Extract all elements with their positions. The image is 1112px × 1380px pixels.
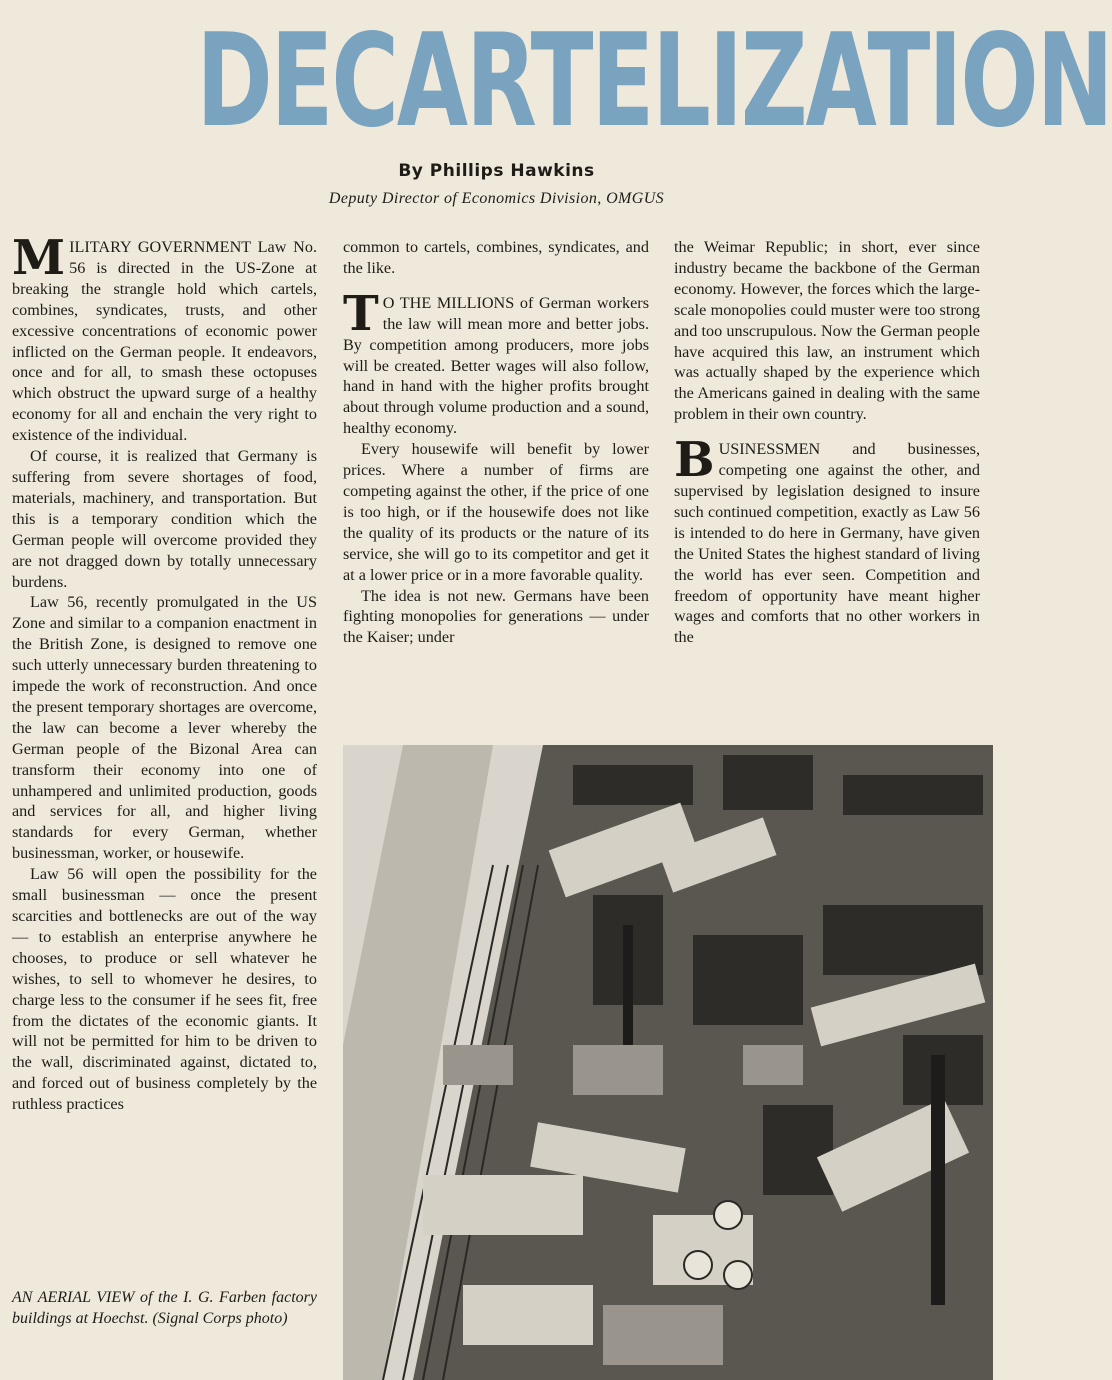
paragraph <box>12 230 317 446</box>
paragraph-text: O THE MILLIONS of German workers the law will mean more and better jobs. By competition among producers, more jobs will be created. Better wages will also follow, hand in hand with the higher profits brought about through volume production and a sound, healthy economy. <box>343 293 649 438</box>
aerial-photo-illustration <box>343 745 993 1380</box>
paragraph <box>343 285 649 439</box>
paragraph-text: ILITARY GOVERNMENT Law No. 56 is directed in the US-Zone at breaking the strangle hold which cartels, combines, syndicates, trusts, and other excessive concentrations of economic power inflicted on the German people. It endeavors, once and for all, to smash these octopuses which obstruct the upward surge of a healthy economy for all and enchain the very right to existence of the individual. <box>12 238 317 445</box>
drop-cap: B <box>674 432 715 489</box>
paragraph <box>674 432 980 648</box>
article-column-2 <box>343 237 649 648</box>
paragraph-text: USINESSMEN and businesses, competing one against the other, and supervised by legislation designed to insure such continued competition, exactly as Law 56 is intended to do here in Germany, have given the United States the highest standard of living the world has ever seen. Competition and freedom of opportunity have meant higher wages and comforts that no other workers in the <box>674 440 980 647</box>
paragraph: The idea is not new. Germans have been fighting monopolies for generations — under the Kaiser; under <box>343 586 649 647</box>
paragraph: Law 56 will open the possibility for the small businessman — once the present scarcities and bottlenecks are out of the way — to establish an enterprise anywhere he chooses, to produce or sell whatever he wishes, to sell to whomever he desires, to charge less to the consumer if he sees fit, free from the dictates of the economic giants. It will not be permitted for him to be driven to the wall, discriminated against, dictated to, and forced out of business completely by the ruthless practices <box>12 865 317 1114</box>
article-title: DECARTELIZATION <box>196 7 1112 156</box>
aerial-factory-photo <box>343 745 993 1380</box>
paragraph: the Weimar Republic; in short, ever since industry became the backbone of the German economy. However, the forces which the large-scale monopolies could muster were too strong and too unscrupulous. Now the German people have acquired this law, an instrument which was actually shaped by the experience which the Americans gained in dealing with the same problem in their own country. <box>674 238 980 424</box>
paragraph: common to cartels, combines, syndicates, and the like. <box>343 238 649 277</box>
article-column-3 <box>674 237 980 648</box>
article-column-1 <box>12 230 317 1115</box>
paragraph: Of course, it is realized that Germany is suffering from severe shortages of food, materials, machinery, and transportation. But this is a temporary condition which the German people will overcome provided they are not dragged down by totally unnecessary burdens. <box>12 447 317 591</box>
paragraph: Every housewife will benefit by lower prices. Where a number of firms are competing against the other, if the price of one is too high, or if the housewife does not like the quality of its products or the nature of its service, she will go to its competitor and get it at a lower price or in a more favorable quality. <box>343 440 649 584</box>
drop-cap: M <box>12 230 66 286</box>
photo-caption: AN AERIAL VIEW of the I. G. Farben factory buildings at Hoechst. (Signal Corps photo) <box>12 1289 317 1327</box>
drop-cap: T <box>343 285 379 342</box>
paragraph: Law 56, recently promulgated in the US Zone and similar to a companion enactment in the British Zone, is designed to remove one such utterly unnecessary burden threatening to impede the work of reconstruction. And once the present temporary shortages are overcome, the law can become a lever whereby the German people of the Bizonal Area can transform their economy into one of unhampered and unlimited production, goods and services for all, and higher living standards for every German, whether businessman, worker, or housewife. <box>12 593 317 863</box>
byline: By Phillips Hawkins <box>398 161 595 181</box>
author-title: Deputy Director of Economics Division, OMGUS <box>328 190 665 207</box>
